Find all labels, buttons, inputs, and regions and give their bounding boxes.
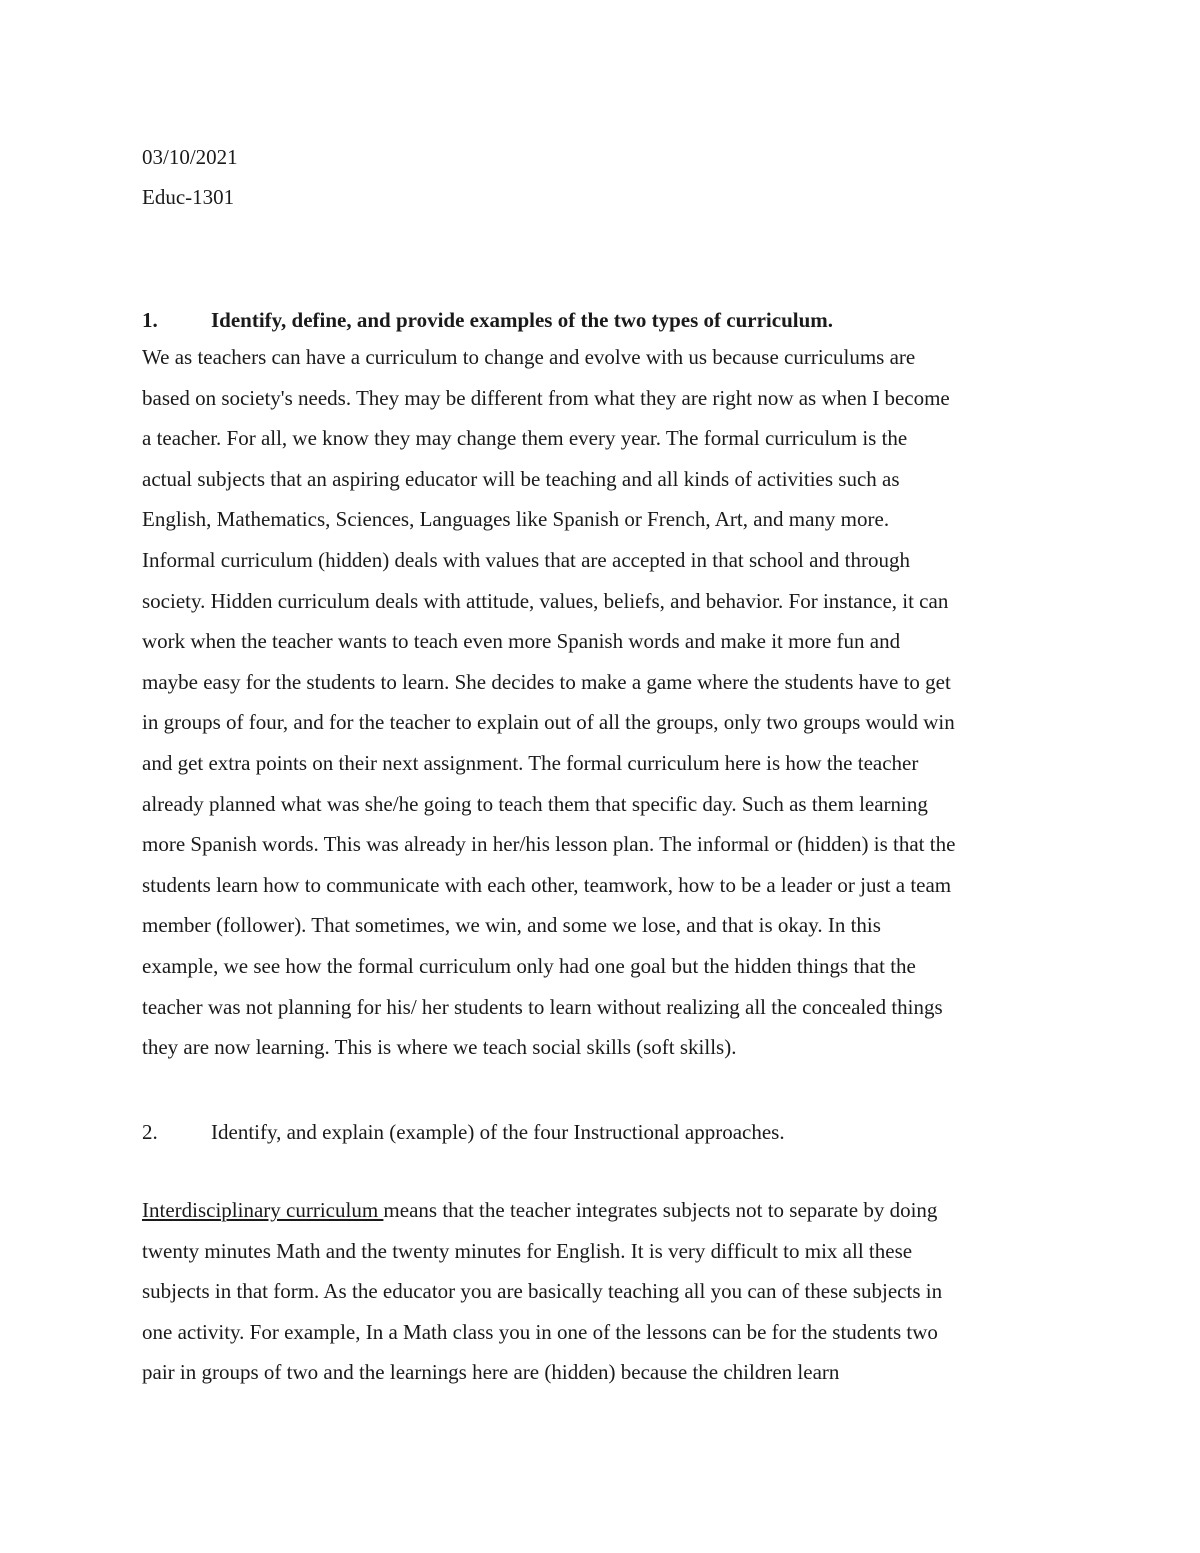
paragraph-line: actual subjects that an aspiring educator will be teaching and all kinds of activities such as	[142, 466, 900, 491]
paragraph-line: member (follower). That sometimes, we win, and some we lose, and that is okay. In this	[142, 913, 881, 938]
question-2-number: 2.	[142, 1120, 158, 1144]
question-2-text: Identify, and explain (example) of the four Instructional approaches.	[211, 1120, 785, 1144]
first-line-rest: means that the teacher integrates subjects not to separate by doing	[383, 1198, 938, 1222]
paragraph-line: a teacher. For all, we know they may change them every year. The formal curriculum is the	[142, 426, 908, 451]
paragraph-line: in groups of four, and for the teacher to explain out of all the groups, only two groups would win	[142, 710, 955, 735]
paragraph-line: example, we see how the formal curriculum only had one goal but the hidden things that the	[142, 953, 916, 978]
paragraph-line: subjects in that form. As the educator you are basically teaching all you can of these subjects in	[142, 1279, 943, 1304]
date-line	[142, 137, 1062, 178]
paragraph-line: Informal curriculum (hidden) deals with values that are accepted in that school and through	[142, 547, 910, 572]
paragraph-line: English, Mathematics, Sciences, Languages like Spanish or French, Art, and many more.	[142, 507, 890, 532]
paragraph-line: they are now learning. This is where we teach social skills (soft skills).	[142, 1035, 737, 1060]
paragraph-line: based on society's needs. They may be different from what they are right now as when I become	[142, 385, 950, 410]
interdisciplinary-term: Interdisciplinary curriculum	[142, 1198, 384, 1222]
question-1-number: 1.	[142, 308, 158, 332]
paragraph-line: twenty minutes Math and the twenty minutes for English. It is very difficult to mix all these	[142, 1238, 913, 1263]
question-2-heading	[142, 1112, 1062, 1153]
course-line	[142, 177, 1062, 218]
paragraph-line: work when the teacher wants to teach even more Spanish words and make it more fun and	[142, 629, 901, 654]
paragraph-line: students learn how to communicate with each other, teamwork, how to be a leader or just a team	[142, 872, 952, 897]
paragraph-line	[142, 1190, 1062, 1231]
paragraph-line: maybe easy for the students to learn. She decides to make a game where the students have to get	[142, 669, 951, 694]
answer-2-paragraph	[142, 1190, 1062, 1393]
paragraph-line: pair in groups of two and the learnings here are (hidden) because the children learn	[142, 1360, 840, 1385]
paragraph-line: already planned what was she/he going to teach them that specific day. Such as them learning	[142, 791, 928, 816]
question-1-heading	[142, 300, 1062, 341]
paragraph-line: and get extra points on their next assignment. The formal curriculum here is how the teacher	[142, 750, 919, 775]
paragraph-line: teacher was not planning for his/ her students to learn without realizing all the concealed things	[142, 994, 943, 1019]
date-text: 03/10/2021	[142, 145, 238, 169]
question-1-text: Identify, define, and provide examples of the two types of curriculum.	[211, 308, 834, 332]
paragraph-line: We as teachers can have a curriculum to change and evolve with us because curriculums are	[142, 345, 916, 369]
paragraph-line: one activity. For example, In a Math class you in one of the lessons can be for the students two	[142, 1319, 938, 1344]
paragraph-line: society. Hidden curriculum deals with attitude, values, beliefs, and behavior. For instance, it can	[142, 588, 949, 613]
course-text: Educ-1301	[142, 185, 235, 209]
answer-1-paragraph	[142, 337, 1062, 1068]
paragraph-line: more Spanish words. This was already in her/his lesson plan. The informal or (hidden) is that the	[142, 832, 956, 857]
